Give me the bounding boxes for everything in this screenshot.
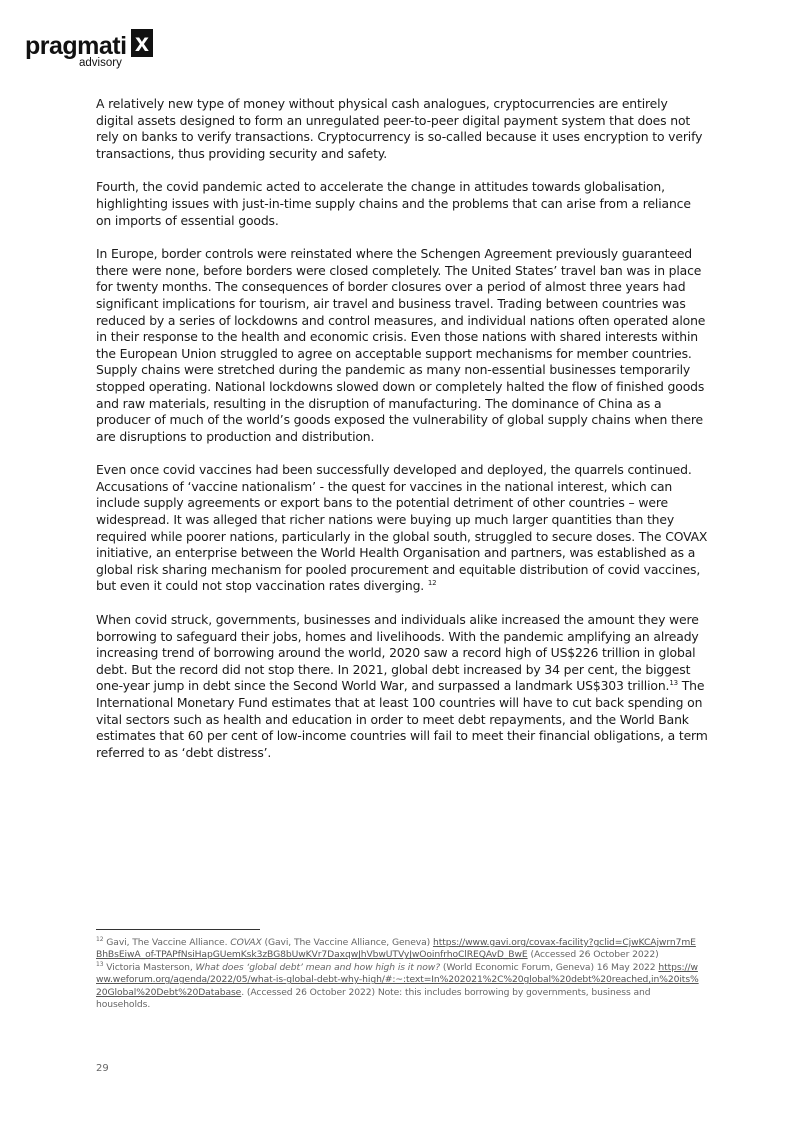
footnote-13-number: 13 <box>96 960 104 968</box>
footnote-13-lead: Victoria Masterson, <box>106 961 193 973</box>
footnote-13 <box>96 962 701 1012</box>
body-text <box>96 96 708 778</box>
footnote-ref-12[interactable]: 12 <box>427 579 437 588</box>
page-number: 29 <box>96 1063 109 1074</box>
footnote-13-mid: (World Economic Forum, Geneva) 16 May 2022 <box>442 961 656 973</box>
paragraph-europe-borders: In Europe, border controls were reinstated where the Schengen Agreement previously guaranteed there were none, before borders were closed completely. The United States’ travel ban was in place for twenty months. The consequences of border closures over a period of almost three years had significant implications for tourism, air travel and business travel. Trading between countries was reduced by a series of lockdowns and control measures, and individual nations often operated alone in their response to the health and economic crisis. Even those nations with shared interests within the European Union struggled to agree on acceptable support mechanisms for member countries. Supply chains were stretched during the pandemic as many non-essential businesses temporarily stopped operating. National lockdowns slowed down or completely halted the flow of finished goods and raw materials, resulting in the disruption of manufacturing. The dominance of China as a producer of much of the world’s goods exposed the vulnerability of global supply chains when there are disruptions to production and distribution. <box>96 246 706 444</box>
footnote-13-title: What does ‘global debt’ mean and how high is it now? <box>195 961 440 973</box>
paragraph-debt-text-a: When covid struck, governments, businesses and individuals alike increased the amount they were borrowing to safeguard their jobs, homes and livelihoods. With the pandemic amplifying an already increasing trend of borrowing around the world, 2020 saw a record high of US$226 trillion in global debt. But the record did not stop there. In 2021, global debt increased by 34 per cent, the biggest one-year jump in debt since the Second World War, and surpassed a landmark US$303 trillion. <box>96 612 699 694</box>
paragraph-fourth-covid: Fourth, the covid pandemic acted to accelerate the change in attitudes towards globalisation, highlighting issues with just-in-time supply chains and the problems that can arise from a reliance on imports of essential goods. <box>96 179 691 228</box>
footnote-13-tail: . (Accessed 26 October 2022) Note: this includes borrowing by governments, business and households. <box>96 986 651 1011</box>
paragraph-global-debt <box>96 612 708 761</box>
footnote-12-lead: Gavi, The Vaccine Alliance. <box>106 937 228 948</box>
footnote-ref-13[interactable]: 13 <box>669 679 678 688</box>
footnotes <box>96 937 701 1011</box>
logo-wordmark: pragmati <box>25 32 127 60</box>
paragraph-vaccines <box>96 462 708 595</box>
footnote-12-tail: (Accessed 26 October 2022) <box>530 949 659 961</box>
footnote-12-title: COVAX <box>230 937 262 948</box>
pragmatix-logo <box>25 26 165 72</box>
footnote-divider <box>96 929 260 930</box>
paragraph-cryptocurrency: A relatively new type of money without physical cash analogues, cryptocurrencies are entirely digital assets designed to form an unregulated peer-to-peer digital payment system that does not rely on banks to verify transactions. Cryptocurrency is so-called because it uses encryption to verify transactions, thus providing security and safety. <box>96 96 703 161</box>
footnote-12-link[interactable]: https://www.gavi.org/covax-facility?gclid=CjwKCAjwrn7mEBhBsEiwA_of-TPAPfNsiHapGUemKsk3zBG8bUwKVr7DaxqwJhVbwUTVyJwOoinfrhoClREQAvD_BwE <box>96 937 696 961</box>
footnote-12-number: 12 <box>96 935 104 943</box>
paragraph-vaccines-text: Even once covid vaccines had been successfully developed and deployed, the quarrels continued. Accusations of ‘vaccine nationalism’ - the quest for vaccines in the national interest, which can include supply agreements or export bans to the potential detriment of other countries – were widespread. It was alleged that richer nations were buying up much larger quantities than they required while poorer nations, particularly in the global south, struggled to secure doses. The COVAX initiative, an enterprise between the World Health Organisation and partners, was established as a global risk sharing mechanism for pooled procurement and equitable distribution of covid vaccines, but even it could not stop vaccination rates diverging. <box>96 462 708 594</box>
footnote-12-mid: (Gavi, The Vaccine Alliance, Geneva) <box>264 937 431 948</box>
logo-subtitle: advisory <box>79 57 122 69</box>
paragraph-debt-text-b: The International Monetary Fund estimates that at least 100 countries will have to cut back spending on vital sectors such as health and education in order to meet debt repayments, and the World Bank estimates that 60 per cent of low-income countries will fail to meet their financial obligations, a term referred to as ‘debt distress’. <box>96 678 708 760</box>
footnote-12 <box>96 937 701 962</box>
logo-x-box: x <box>131 29 153 57</box>
footnote-13-link[interactable]: https://www.weforum.org/agenda/2022/05/what-is-global-debt-why-high/#:~:text=In%202021%2C%20global%20debt%20reached,in%20its%20Global%20Debt%20Database <box>96 961 699 998</box>
